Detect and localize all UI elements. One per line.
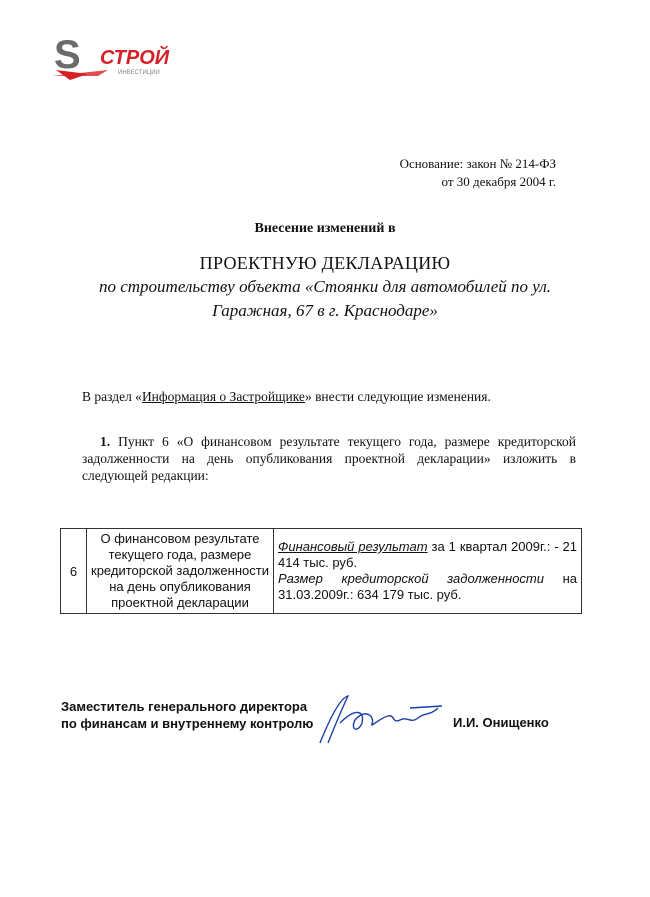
item-number: 1. xyxy=(100,434,111,449)
info-table xyxy=(60,528,582,614)
basis-line-1: Основание: закон № 214-ФЗ xyxy=(399,156,556,171)
section-instruction-before: В раздел « xyxy=(82,389,142,404)
page-subtitle: по строительству объекта «Стоянки для автомобилей по ул. Гаражная, 67 в г. Краснодаре» xyxy=(98,277,551,320)
financial-result xyxy=(278,539,577,571)
page-title: ПРОЕКТНУЮ ДЕКЛАРАЦИЮ xyxy=(199,253,451,273)
heading-intro: Внесение изменений в xyxy=(254,221,396,236)
signatory-name: И.И. Онищенко xyxy=(453,715,549,730)
table-cell-num: 6 xyxy=(61,529,87,614)
table-row xyxy=(61,529,582,614)
basis-block xyxy=(400,155,556,191)
debt-value: на 31.03.2009г.: 634 179 тыс. руб. xyxy=(278,571,577,602)
signatory-role-line-2: по финансам и внутреннему контролю xyxy=(61,716,314,731)
section-instruction xyxy=(82,389,491,405)
table-cell-desc: О финансовом результате текущего года, размере кредиторской задолженности на день опубликования проектной декларации xyxy=(87,529,274,614)
financial-result-value: за 1 квартал 2009г.: - 21 414 тыс. руб. xyxy=(278,539,578,570)
basis-line-2: от 30 декабря 2004 г. xyxy=(441,174,556,189)
table-cell-value xyxy=(274,529,582,614)
financial-result-label: Финансовый результат xyxy=(278,539,428,554)
logo-tagline: ИНВЕСТИЦИИ xyxy=(118,70,160,76)
logo-text: СТРОЙ xyxy=(100,47,170,69)
item-text: Пункт 6 «О финансовом результате текущего года, размере кредиторской задолженности на день опубликования проектной декларации» изложить в следующей редакции: xyxy=(82,434,577,483)
handwritten-signature xyxy=(310,688,450,748)
item-instruction xyxy=(82,433,576,484)
section-instruction-after: » внести следующие изменения. xyxy=(304,389,491,404)
company-logo xyxy=(48,30,183,82)
section-name: Информация о Застройщике xyxy=(141,389,305,404)
debt-label: Размер кредиторской задолженности xyxy=(278,571,544,586)
signatory-role xyxy=(61,698,313,732)
debt xyxy=(278,571,577,603)
signatory-role-line-1: Заместитель генерального директора xyxy=(61,699,308,714)
logo-letter: S xyxy=(54,33,81,77)
